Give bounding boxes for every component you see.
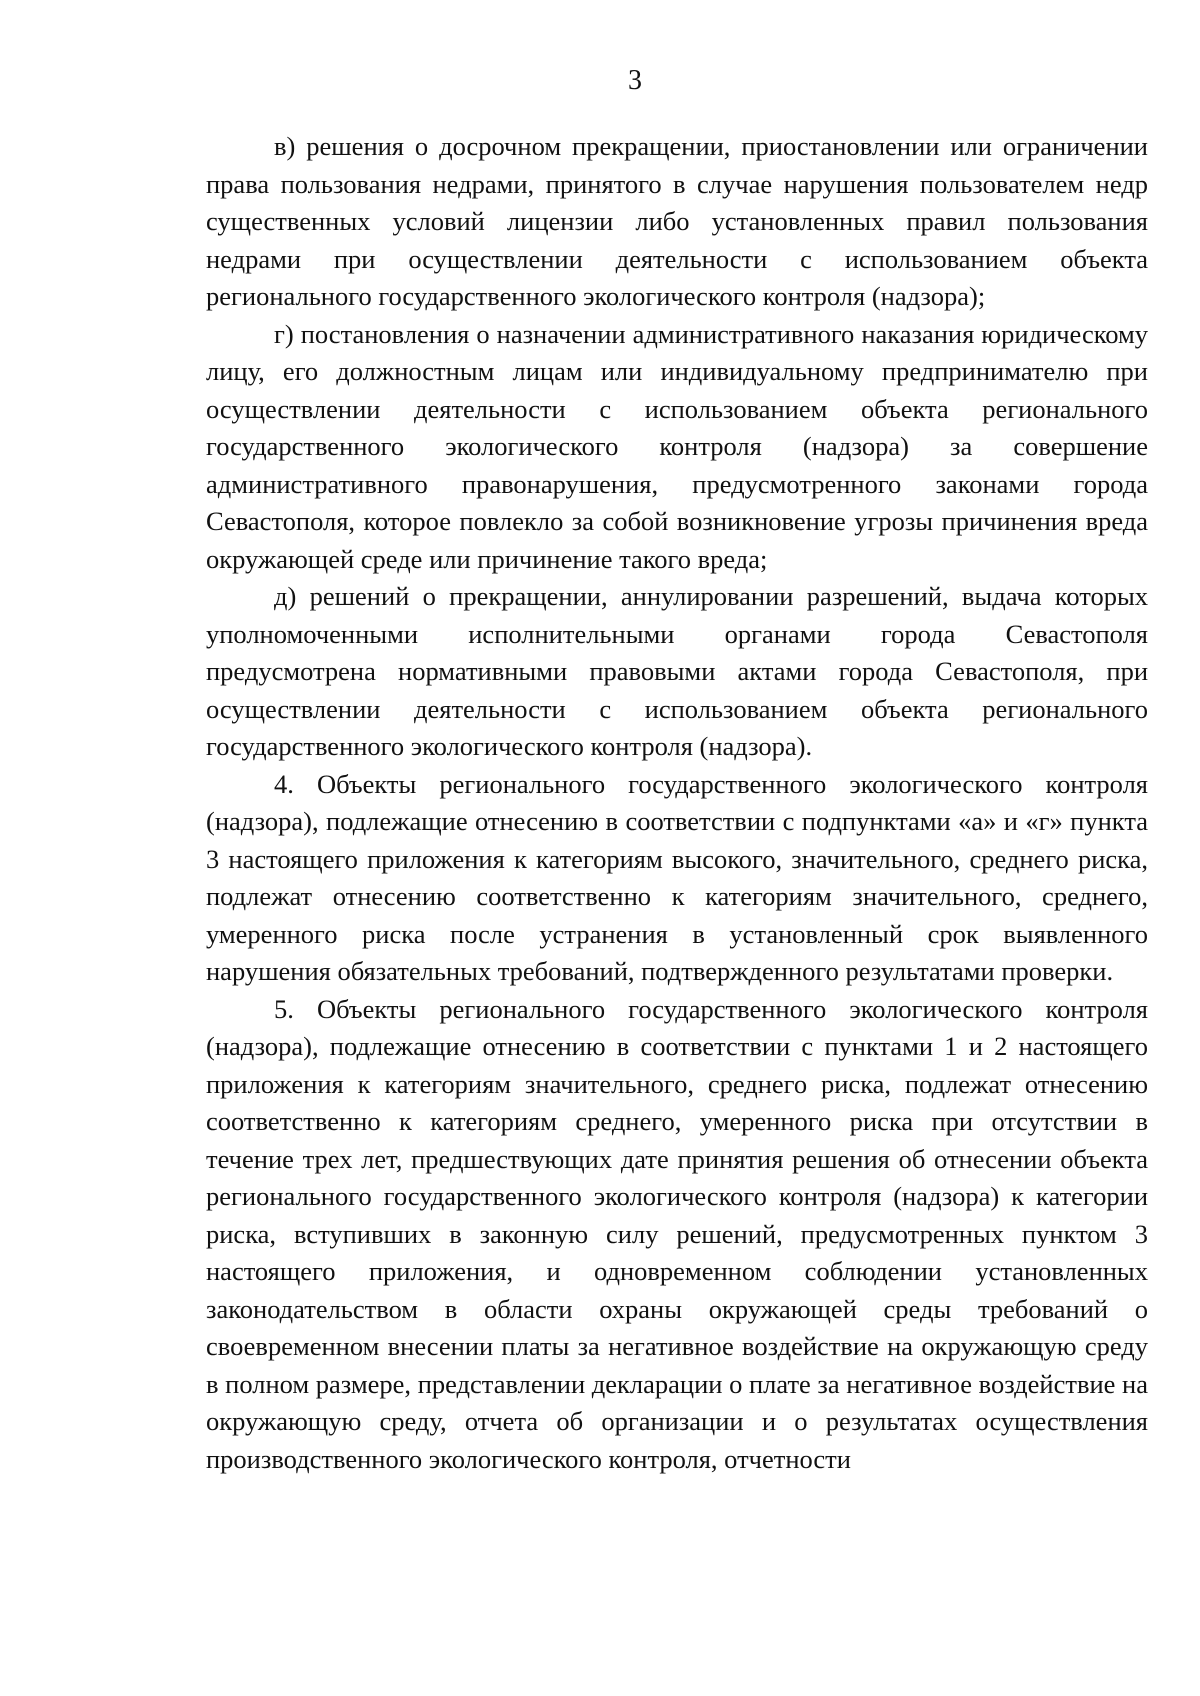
paragraph-subitem-d: д) решений о прекращении, аннулировании разрешений, выдача которых уполномоченными исполнительными органами города Севастополя предусмотрена нормативными правовыми актами города Севастополя, при осуществлении деятельности с использованием объекта регионального государственного экологического контроля (надзора).: [206, 581, 1148, 761]
page-number: 3: [628, 65, 642, 96]
document-body: [206, 128, 1148, 1478]
paragraph-subitem-v: в) решения о досрочном прекращении, приостановлении или ограничении права пользования недрами, принятого в случае нарушения пользователем недр существенных условий лицензии либо установленных правил пользования недрами при осуществлении деятельности с использованием объекта регионального государственного экологического контроля (надзора);: [206, 131, 1148, 311]
paragraph-item-5: 5. Объекты регионального государственного экологического контроля (надзора), подлежащие отнесению в соответствии с пунктами 1 и 2 настоящего приложения к категориям значительного, среднего риска, подлежат отнесению соответственно к категориям среднего, умеренного риска при отсутствии в течение трех лет, предшествующих дате принятия решения об отнесении объекта регионального государственного экологического контроля (надзора) к категории риска, вступивших в законную силу решений, предусмотренных пунктом 3 настоящего приложения, и одновременном соблюдении установленных законодательством в области охраны окружающей среды требований о своевременном внесении платы за негативное воздействие на окружающую среду в полном размере, представлении декларации о плате за негативное воздействие на окружающую среду, отчета об организации и о результатах осуществления производственного экологического контроля, отчетности: [206, 993, 1148, 1474]
paragraph-item-4: 4. Объекты регионального государственного экологического контроля (надзора), подлежащие отнесению в соответствии с подпунктами «а» и «г» пункта 3 настоящего приложения к категориям высокого, значительного, среднего риска, подлежат отнесению соответственно к категориям значительного, среднего, умеренного риска после устранения в установленный срок выявленного нарушения обязательных требований, подтвержденного результатами проверки.: [206, 768, 1148, 986]
paragraph-subitem-g: г) постановления о назначении административного наказания юридическому лицу, его должностным лицам или индивидуальному предпринимателю при осуществлении деятельности с использованием объекта регионального государственного экологического контроля (надзора) за совершение административного правонарушения, предусмотренного законами города Севастополя, которое повлекло за собой возникновение угрозы причинения вреда окружающей среде или причинение такого вреда;: [206, 318, 1148, 574]
